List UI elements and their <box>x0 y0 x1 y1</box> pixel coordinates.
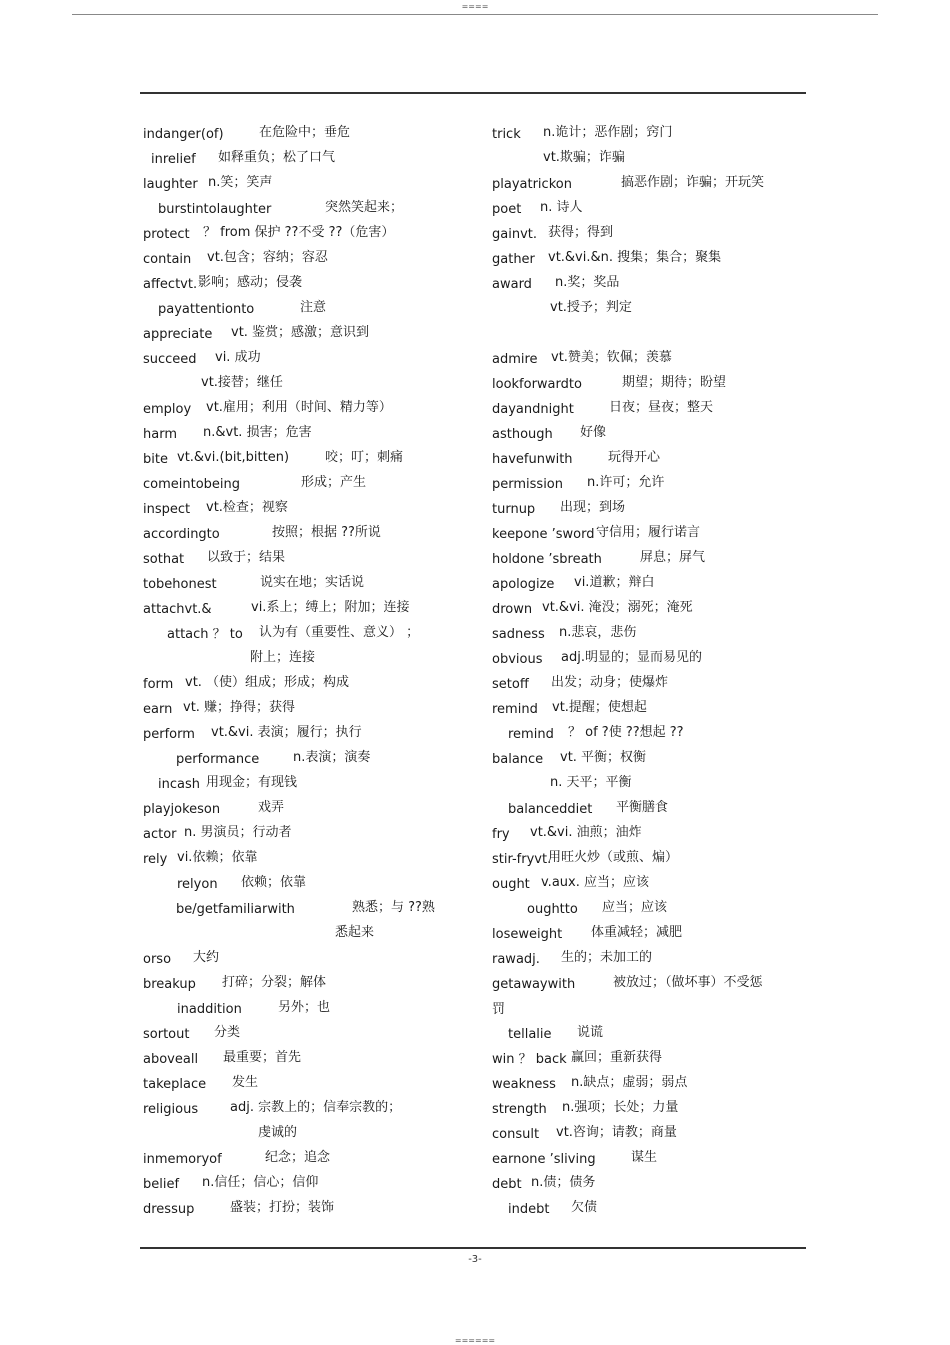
vocab-word: aboveall <box>143 1052 199 1067</box>
vocab-definition: 咬；叮；刺痛 <box>325 450 404 465</box>
vocab-definition: 按照；根据 ??所说 <box>272 525 381 540</box>
vocab-entry <box>492 1149 792 1174</box>
vocab-definition: vt.咨询；请教；商量 <box>556 1125 677 1140</box>
vocab-word: perform <box>143 727 195 742</box>
vocab-word: orso <box>143 952 172 967</box>
bottom-marker: ====== <box>454 1336 496 1345</box>
vocab-definition: n.表演；演奏 <box>293 750 371 765</box>
vocab-word: weakness <box>492 1077 556 1092</box>
vocab-definition: 用现金；有现钱 <box>206 775 298 790</box>
vocab-entry <box>492 1024 792 1049</box>
vocab-entry <box>492 1199 792 1224</box>
vocab-definition: n. 天平；平衡 <box>550 775 632 790</box>
vocab-definition: 出现；到场 <box>560 500 626 515</box>
vocab-definition: n.许可；允许 <box>587 475 665 490</box>
vocab-word: asthough <box>492 427 553 442</box>
vocab-word: inaddition <box>177 1002 242 1017</box>
vocab-definition: 形成；产生 <box>301 475 367 490</box>
vocab-entry <box>143 1099 473 1124</box>
vocab-entry <box>143 249 473 274</box>
vocab-entry <box>492 324 792 349</box>
vocab-word: loseweight <box>492 927 563 942</box>
vocab-definition: vi.系上；缚上；附加；连接 <box>251 600 410 615</box>
vocab-entry <box>492 249 792 274</box>
vocab-entry <box>143 199 473 224</box>
vocab-entry <box>492 174 792 199</box>
vocab-definition: vt.授予；判定 <box>550 300 632 315</box>
vocab-entry <box>492 1124 792 1149</box>
vocab-definition: n.强项；长处；力量 <box>562 1100 679 1115</box>
vocab-definition: 分类 <box>214 1025 241 1040</box>
vocab-entry <box>143 499 473 524</box>
vocab-word: 罚 <box>492 1002 506 1017</box>
vocab-entry <box>143 1174 473 1199</box>
vocab-entry <box>143 399 473 424</box>
vocab-word: belief <box>143 1177 180 1192</box>
vocab-entry <box>143 1199 473 1224</box>
vocab-definition: 平衡膳食 <box>616 800 669 815</box>
vocab-definition: 赢回；重新获得 <box>571 1050 663 1065</box>
vocab-definition: 被放过；（做坏事）不受惩 <box>613 975 763 990</box>
vocab-entry <box>143 474 473 499</box>
vocab-word: actor <box>143 827 177 842</box>
vocab-entry <box>492 999 792 1024</box>
vocab-definition: vt.&vi. 表演；履行；执行 <box>211 725 362 740</box>
vocab-word: sortout <box>143 1027 190 1042</box>
vocab-word: setoff <box>492 677 529 692</box>
vocab-entry <box>492 1074 792 1099</box>
vocab-definition: n. 男演员；行动者 <box>184 825 292 840</box>
vocab-entry <box>492 624 792 649</box>
vocab-word: apologize <box>492 577 555 592</box>
vocab-entry <box>143 649 473 674</box>
vocab-entry <box>143 449 473 474</box>
vocab-word: win ？ back <box>492 1052 567 1067</box>
vocab-entry <box>492 899 792 924</box>
vocab-definition: 以致于；结果 <box>207 550 286 565</box>
vocab-definition: vt.&vi. 淹没；溺死；淹死 <box>542 600 693 615</box>
top-marker: ==== <box>461 2 489 11</box>
vocab-entry <box>492 799 792 824</box>
vocab-entry <box>492 549 792 574</box>
vocab-definition: 附上；连接 <box>250 650 316 665</box>
vocab-word: religious <box>143 1102 199 1117</box>
vocab-entry <box>143 324 473 349</box>
vocab-word: dressup <box>143 1202 195 1217</box>
vocab-definition: vt.检查；视察 <box>206 500 288 515</box>
vocab-entry <box>143 524 473 549</box>
vocab-definition: n.笑；笑声 <box>208 175 273 190</box>
vocab-word: inmemoryof <box>143 1152 222 1167</box>
vocab-entry <box>492 674 792 699</box>
vocab-word: ought <box>492 877 530 892</box>
vocab-entry <box>492 474 792 499</box>
vocab-entry <box>143 1049 473 1074</box>
vocab-definition: 期望；期待；盼望 <box>622 375 727 390</box>
vocab-definition: 发生 <box>232 1075 259 1090</box>
vocab-entry <box>143 1074 473 1099</box>
vocab-definition: 如释重负；松了口气 <box>218 150 336 165</box>
vocab-entry <box>143 349 473 374</box>
vocab-word: contain <box>143 252 192 267</box>
vocab-entry <box>492 524 792 549</box>
vocab-definition: n.奖；奖品 <box>555 275 620 290</box>
vocab-word: stir-fryvt. <box>492 852 552 867</box>
vocab-word: trick <box>492 127 521 142</box>
vocab-definition: adj. 宗教上的；信奉宗教的； <box>230 1100 402 1115</box>
vocab-word: tellalie <box>508 1027 552 1042</box>
vocab-entry <box>492 574 792 599</box>
vocab-definition: 搞恶作剧；诈骗；开玩笑 <box>621 175 765 190</box>
vocab-definition: 说谎 <box>577 1025 604 1040</box>
vocab-word: takeplace <box>143 1077 207 1092</box>
vocab-word: burstintolaughter <box>158 202 272 217</box>
vocab-entry <box>492 774 792 799</box>
vocab-entry <box>143 774 473 799</box>
vocab-entry <box>143 299 473 324</box>
vocab-definition: n.诡计；恶作剧；窍门 <box>543 125 673 140</box>
vocab-definition: 纪念；追念 <box>265 1150 331 1165</box>
vocab-entry <box>143 849 473 874</box>
vocab-word: bite <box>143 452 168 467</box>
vocab-entry <box>143 949 473 974</box>
vocab-word: employ <box>143 402 192 417</box>
vocab-definition: adj.明显的；显而易见的 <box>561 650 702 665</box>
left-column <box>143 124 473 1224</box>
vocab-entry <box>143 874 473 899</box>
vocab-word: fry <box>492 827 510 842</box>
vocab-definition: 说实在地；实话说 <box>260 575 365 590</box>
vocab-definition: 影响；感动；侵袭 <box>198 275 303 290</box>
top-rule <box>72 14 878 15</box>
vocab-entry <box>492 149 792 174</box>
vocab-entry <box>143 124 473 149</box>
vocab-word: sadness <box>492 627 545 642</box>
vocab-definition: vt. （使）组成；形成；构成 <box>185 675 350 690</box>
vocab-entry <box>492 949 792 974</box>
vocab-definition: n.信任；信心；信仰 <box>202 1175 319 1190</box>
vocab-definition: vt. 平衡；权衡 <box>560 750 647 765</box>
vocab-definition: 最重要；首先 <box>223 1050 302 1065</box>
vocab-entry <box>143 674 473 699</box>
vocab-entry <box>143 274 473 299</box>
vocab-entry <box>492 874 792 899</box>
vocab-entry <box>492 724 792 749</box>
vocab-entry <box>492 224 792 249</box>
vocab-definition: 戏弄 <box>258 800 285 815</box>
vocab-definition: vt.赞美；钦佩；羡慕 <box>551 350 672 365</box>
vocab-definition: 玩得开心 <box>608 450 661 465</box>
vocab-word: harm <box>143 427 177 442</box>
vocab-definition: 日夜；昼夜；整天 <box>609 400 714 415</box>
vocab-definition: 应当；应该 <box>602 900 668 915</box>
vocab-word: succeed <box>143 352 197 367</box>
vocab-word: form <box>143 677 174 692</box>
vocab-word: incash <box>158 777 200 792</box>
vocab-definition: vt.欺骗；诈骗 <box>543 150 625 165</box>
vocab-definition: vt.&vi. 油煎；油炸 <box>530 825 642 840</box>
vocab-word: drown <box>492 602 533 617</box>
vocab-word: obvious <box>492 652 543 667</box>
vocab-definition: ？ of ?使 ??想起 ?? <box>568 725 684 740</box>
vocab-definition: v.aux. 应当；应该 <box>541 875 649 890</box>
vocab-word: strength <box>492 1102 547 1117</box>
vocab-definition: vi.依赖；依靠 <box>177 850 258 865</box>
vocab-definition: vt. 鉴赏；感激；意识到 <box>231 325 370 340</box>
right-column <box>492 124 792 1224</box>
vocab-definition: 屏息；屏气 <box>640 550 706 565</box>
vocab-definition: 依赖；依靠 <box>241 875 307 890</box>
vocab-entry <box>492 299 792 324</box>
vocab-definition: 悉起来 <box>335 925 375 940</box>
vocab-word: accordingto <box>143 527 220 542</box>
vocab-word: performance <box>176 752 260 767</box>
vocab-definition: 好像 <box>580 425 607 440</box>
vocab-entry <box>492 399 792 424</box>
vocab-entry <box>143 374 473 399</box>
vocab-definition: 体重减轻；减肥 <box>591 925 683 940</box>
vocab-entry <box>492 749 792 774</box>
vocab-word: playjokeson <box>143 802 221 817</box>
vocab-word: remind <box>492 702 538 717</box>
vocab-definition: vt.包含；容纳；容忍 <box>207 250 328 265</box>
vocab-definition: 注意 <box>300 300 327 315</box>
vocab-word: playatrickon <box>492 177 572 192</box>
vocab-word: gather <box>492 252 535 267</box>
vocab-entry <box>492 424 792 449</box>
vocab-entry <box>492 924 792 949</box>
vocab-word: turnup <box>492 502 536 517</box>
vocab-definition: n.&vt. 损害；危害 <box>203 425 312 440</box>
vocab-entry <box>492 849 792 874</box>
vocab-entry <box>143 149 473 174</box>
vocab-definition: 大约 <box>193 950 220 965</box>
vocab-entry <box>143 624 473 649</box>
vocab-entry <box>492 374 792 399</box>
vocab-definition: 守信用；履行诺言 <box>596 525 701 540</box>
vocab-definition: vi.道歉；辩白 <box>574 575 655 590</box>
vocab-entry <box>492 349 792 374</box>
vocab-definition: vt.&vi.&n. 搜集；集合；聚集 <box>548 250 722 265</box>
vocab-word: earnone ’sliving <box>492 1152 596 1167</box>
vocab-word: indebt <box>508 1202 550 1217</box>
vocab-word: getawaywith <box>492 977 576 992</box>
vocab-word: inrelief <box>151 152 196 167</box>
vocab-entry <box>492 499 792 524</box>
vocab-entry <box>492 199 792 224</box>
page-number: -3- <box>468 1254 482 1265</box>
vocab-definition: vt. 赚；挣得；获得 <box>183 700 296 715</box>
vocab-entry <box>492 649 792 674</box>
vocab-word: attach ？ to <box>167 627 243 642</box>
vocab-word: payattentionto <box>158 302 255 317</box>
vocab-word: debt <box>492 1177 522 1192</box>
vocab-definition: 盛装；打扮；装饰 <box>230 1200 335 1215</box>
vocab-entry <box>143 824 473 849</box>
vocab-definition: n.悲哀，悲伤 <box>559 625 637 640</box>
vocab-entry <box>143 999 473 1024</box>
vocab-entry <box>492 274 792 299</box>
vocab-entry <box>143 1149 473 1174</box>
vocab-entry <box>143 174 473 199</box>
vocab-definition: vt.接替；继任 <box>201 375 283 390</box>
vocab-entry <box>143 974 473 999</box>
vocab-entry <box>492 449 792 474</box>
vocab-word: oughtto <box>527 902 578 917</box>
vocab-word: balance <box>492 752 544 767</box>
vocab-word: tobehonest <box>143 577 217 592</box>
vocab-word: be/getfamiliarwith <box>176 902 295 917</box>
vocab-word: rawadj. <box>492 952 540 967</box>
vocab-definition: 谋生 <box>631 1150 658 1165</box>
vocab-word: dayandnight <box>492 402 574 417</box>
vocab-definition: 出发；动身；使爆炸 <box>551 675 669 690</box>
header-rule <box>140 92 806 94</box>
vocab-definition: 虔诚的 <box>258 1125 298 1140</box>
vocab-word: comeintobeing <box>143 477 241 492</box>
vocab-entry <box>492 599 792 624</box>
vocab-word: permission <box>492 477 563 492</box>
vocab-word: sothat <box>143 552 185 567</box>
vocab-word: earn <box>143 702 173 717</box>
vocab-entry <box>492 1174 792 1199</box>
vocab-word: balanceddiet <box>508 802 593 817</box>
vocab-word: poet <box>492 202 522 217</box>
vocab-definition: 在危险中；垂危 <box>259 125 351 140</box>
vocab-definition: vi. 成功 <box>215 350 261 365</box>
vocab-word: havefunwith <box>492 452 573 467</box>
vocab-definition: 熟悉；与 ??熟 <box>352 900 435 915</box>
vocab-entry <box>492 824 792 849</box>
vocab-entry <box>143 699 473 724</box>
vocab-definition: 用旺火炒（或煎、煸） <box>548 850 679 865</box>
vocab-entry <box>492 1049 792 1074</box>
vocab-word: attachvt.& <box>143 602 212 617</box>
vocab-word: rely <box>143 852 168 867</box>
vocab-word: protect <box>143 227 190 242</box>
vocab-entry <box>143 1124 473 1149</box>
vocab-word: consult <box>492 1127 540 1142</box>
vocab-word: award <box>492 277 532 292</box>
vocab-entry <box>143 749 473 774</box>
vocab-definition: 另外；也 <box>278 1000 331 1015</box>
vocab-definition: n.债；债务 <box>531 1175 596 1190</box>
vocab-entry <box>143 899 473 924</box>
vocab-definition: n. 诗人 <box>540 200 583 215</box>
vocab-word: indanger(of) <box>143 127 224 142</box>
vocab-word: remind <box>508 727 554 742</box>
footer-rule <box>140 1247 806 1249</box>
vocab-entry <box>492 699 792 724</box>
vocab-definition: vt.雇用；利用（时间、精力等） <box>206 400 392 415</box>
vocab-entry <box>143 724 473 749</box>
vocab-word: keepone ’sword <box>492 527 595 542</box>
vocab-definition: vt.提醒；使想起 <box>552 700 647 715</box>
vocab-definition: 打碎；分裂；解体 <box>222 975 327 990</box>
vocab-entry <box>143 599 473 624</box>
vocab-definition: ？ from 保护 ??不受 ??（危害） <box>203 225 395 240</box>
vocab-definition: 认为有（重要性、意义） ； <box>259 625 420 640</box>
vocab-entry <box>143 924 473 949</box>
vocab-word: admire <box>492 352 538 367</box>
vocab-definition: 突然笑起来； <box>325 200 404 215</box>
vocab-entry <box>492 974 792 999</box>
vocab-entry <box>492 1099 792 1124</box>
vocab-entry <box>143 549 473 574</box>
vocab-definition: 获得；得到 <box>548 225 614 240</box>
vocab-entry <box>143 799 473 824</box>
vocab-entry <box>492 124 792 149</box>
vocab-definition: 生的；未加工的 <box>561 950 653 965</box>
vocab-entry <box>143 424 473 449</box>
vocab-entry <box>143 574 473 599</box>
vocab-word: lookforwardto <box>492 377 582 392</box>
vocab-word: gainvt. <box>492 227 537 242</box>
vocab-word: inspect <box>143 502 191 517</box>
vocab-word: holdone ’sbreath <box>492 552 602 567</box>
vocab-word: appreciate <box>143 327 213 342</box>
vocab-entry <box>143 1024 473 1049</box>
vocab-word: laughter <box>143 177 198 192</box>
vocab-definition: n.缺点；虚弱；弱点 <box>571 1075 688 1090</box>
vocab-entry <box>143 224 473 249</box>
vocab-word: breakup <box>143 977 196 992</box>
vocab-word: affectvt. <box>143 277 198 292</box>
vocab-word: relyon <box>177 877 218 892</box>
vocab-definition: vt.&vi.(bit,bitten) <box>177 450 290 465</box>
vocab-definition: 欠债 <box>571 1200 598 1215</box>
